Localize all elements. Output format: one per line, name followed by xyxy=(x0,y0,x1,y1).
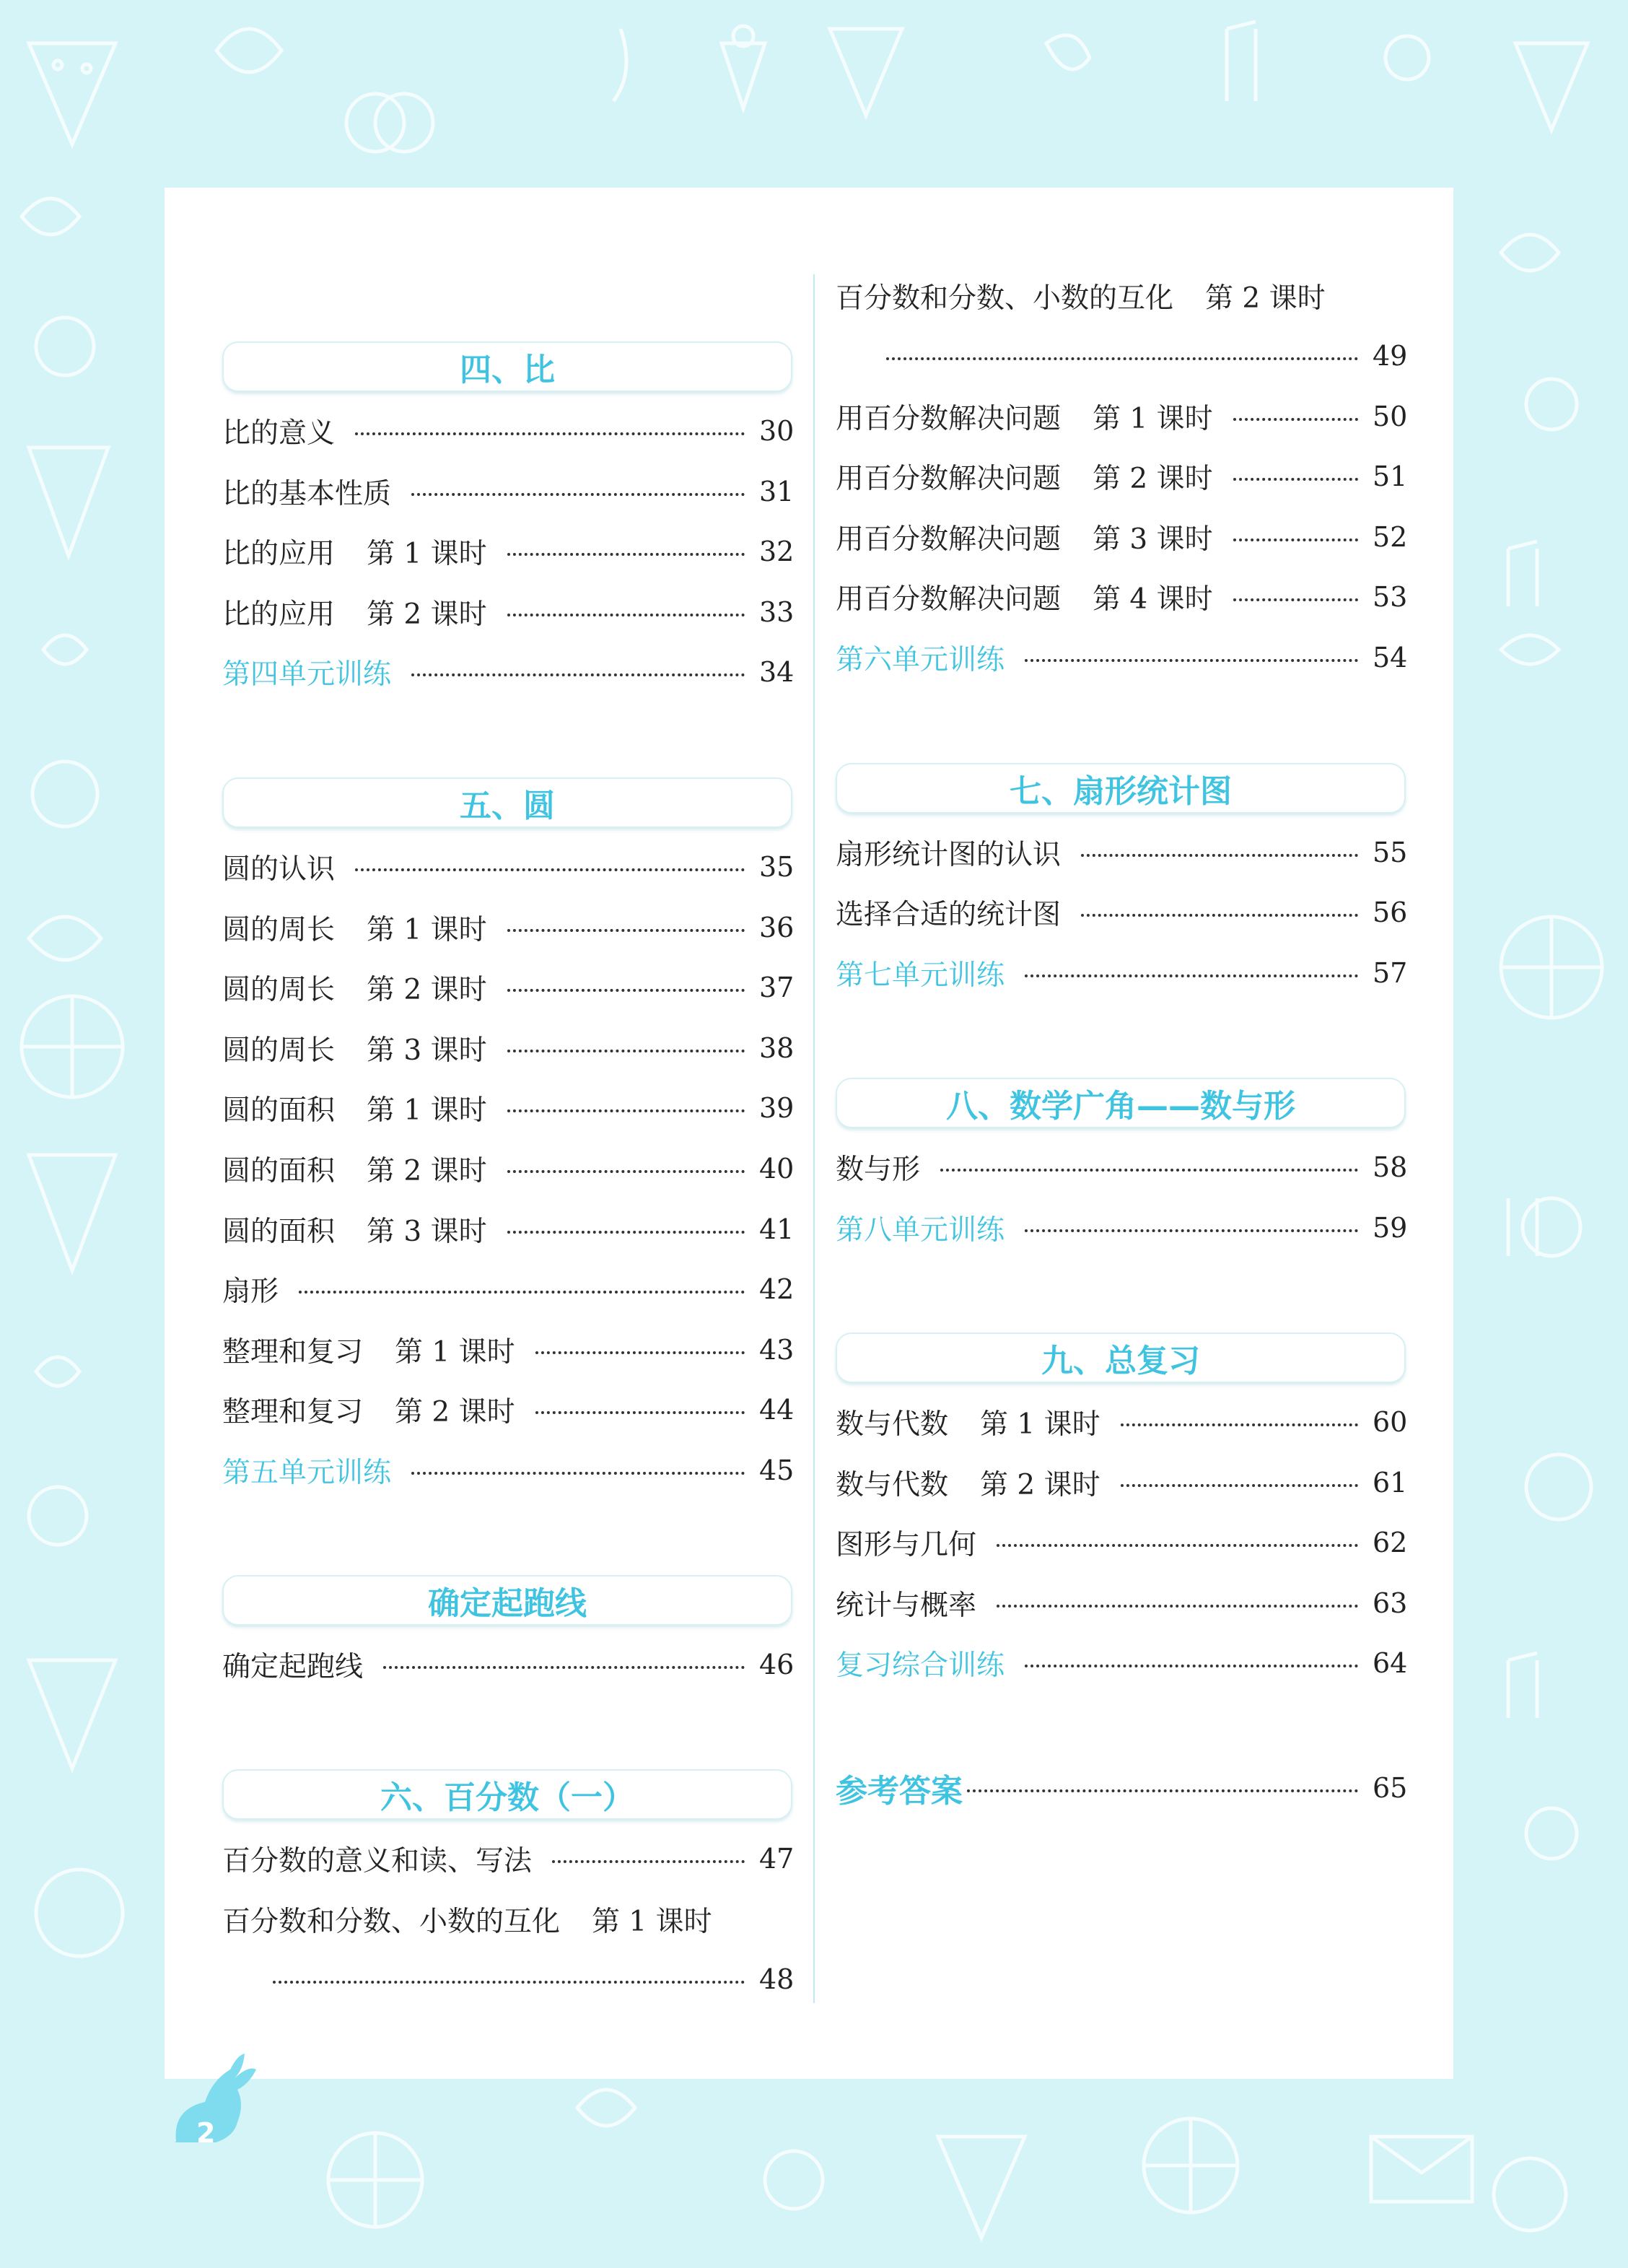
dot-leader xyxy=(1081,854,1358,857)
toc-entry[interactable]: 比的应用 第 1 课时 32 xyxy=(222,530,792,573)
toc-entry[interactable]: 整理和复习 第 2 课时 44 xyxy=(222,1388,792,1431)
dot-leader xyxy=(940,1169,1358,1172)
toc-entry[interactable]: 比的意义 30 xyxy=(222,415,795,450)
toc-entry[interactable]: 圆的周长 第 2 课时 37 xyxy=(222,966,792,1009)
page-number: 56 xyxy=(1373,897,1408,928)
page-number: 61 xyxy=(1373,1467,1408,1499)
lesson-label: 第 1 课时 xyxy=(367,914,487,946)
toc-entry[interactable]: 用百分数解决问题 第 2 课时 51 xyxy=(836,455,1406,498)
page-number: 36 xyxy=(759,912,795,943)
toc-entry[interactable]: 整理和复习 第 1 课时 43 xyxy=(222,1328,792,1371)
page-number: 51 xyxy=(1373,461,1408,492)
page-number: 42 xyxy=(759,1273,795,1305)
dot-leader xyxy=(1025,659,1358,662)
section-heading-unit8: 八、数学广角——数与形 xyxy=(836,1078,1406,1128)
page-number: 52 xyxy=(1373,521,1408,553)
lesson-label: 第 2 课时 xyxy=(367,974,487,1006)
page-number: 63 xyxy=(1373,1587,1408,1619)
page-number: 55 xyxy=(1373,837,1408,868)
lesson-label: 第 2 课时 xyxy=(980,1469,1100,1501)
lesson-label: 第 2 课时 xyxy=(367,598,487,631)
lesson-label: 第 1 课时 xyxy=(395,1336,515,1369)
dot-leader xyxy=(1025,1665,1358,1667)
toc-panel xyxy=(165,188,1453,2079)
toc-entry[interactable]: 统计与概率 63 xyxy=(836,1587,1408,1622)
toc-entry[interactable]: 百分数和分数、小数的互化 第 1 课时 xyxy=(222,1898,792,1941)
page-number: 45 xyxy=(759,1454,795,1486)
toc-entry-unit-training[interactable]: 第四单元训练 34 xyxy=(222,656,795,691)
page-number: 57 xyxy=(1373,957,1408,989)
lesson-label: 第 2 课时 xyxy=(1093,463,1213,495)
column-divider xyxy=(813,274,815,2003)
section-heading-unit5: 五、圆 xyxy=(222,777,792,828)
page-number: 47 xyxy=(759,1843,795,1875)
page-number: 43 xyxy=(759,1334,795,1366)
page-number: 50 xyxy=(1373,401,1408,432)
dot-leader xyxy=(273,1981,745,1984)
page-number: 46 xyxy=(759,1649,795,1680)
page-number: 62 xyxy=(1373,1527,1408,1558)
toc-right-column xyxy=(836,188,1406,2079)
toc-entry[interactable]: 圆的周长 第 3 课时 38 xyxy=(222,1026,792,1070)
toc-entry[interactable]: 圆的周长 第 1 课时 36 xyxy=(222,906,792,949)
toc-entry-unit-training[interactable]: 第八单元训练 59 xyxy=(836,1212,1408,1247)
toc-entry[interactable]: 选择合适的统计图 56 xyxy=(836,897,1408,931)
dot-leader xyxy=(507,1109,745,1112)
dot-leader xyxy=(997,1605,1358,1608)
page-number: 41 xyxy=(759,1213,795,1245)
toc-entry[interactable]: 数与代数 第 2 课时 61 xyxy=(836,1461,1406,1504)
dot-leader xyxy=(1233,478,1358,481)
toc-entry[interactable]: 比的基本性质 31 xyxy=(222,476,795,510)
dot-leader xyxy=(552,1860,745,1863)
toc-entry-answers[interactable]: 参考答案 65 xyxy=(836,1772,1408,1810)
page-number: 64 xyxy=(1373,1647,1408,1679)
page-number: 40 xyxy=(759,1153,795,1185)
page-number: 38 xyxy=(759,1032,795,1064)
page-number: 59 xyxy=(1373,1212,1408,1244)
toc-entry[interactable]: 百分数和分数、小数的互化 第 2 课时 xyxy=(836,274,1406,318)
dot-leader xyxy=(507,989,745,992)
section-heading-unit4: 四、比 xyxy=(222,341,792,392)
toc-entry[interactable]: 数与代数 第 1 课时 60 xyxy=(836,1400,1406,1444)
dot-leader xyxy=(355,432,745,435)
dot-leader xyxy=(967,1789,1358,1792)
dot-leader xyxy=(507,1170,745,1173)
toc-entry[interactable]: 圆的面积 第 1 课时 39 xyxy=(222,1086,792,1130)
lesson-label: 第 2 课时 xyxy=(367,1155,487,1187)
lesson-label: 第 1 课时 xyxy=(592,1906,712,1938)
dot-leader xyxy=(1025,974,1358,977)
lesson-label: 第 3 课时 xyxy=(1093,523,1213,556)
dot-leader xyxy=(507,553,745,556)
lesson-label: 第 3 课时 xyxy=(367,1034,487,1067)
page-number: 34 xyxy=(759,656,795,688)
page-number: 60 xyxy=(1373,1406,1408,1438)
lesson-label: 第 4 课时 xyxy=(1093,583,1213,616)
toc-entry[interactable]: 用百分数解决问题 第 1 课时 50 xyxy=(836,395,1406,438)
dot-leader xyxy=(535,1351,745,1354)
lesson-label: 第 1 课时 xyxy=(367,1094,487,1127)
lesson-label: 第 2 课时 xyxy=(1205,282,1326,315)
dot-leader xyxy=(383,1666,745,1669)
page-number: 37 xyxy=(759,972,795,1003)
page-number: 53 xyxy=(1373,581,1408,613)
lesson-label: 第 2 课时 xyxy=(395,1396,515,1429)
dot-leader xyxy=(1233,418,1358,421)
toc-entry-unit-training[interactable]: 复习综合训练 64 xyxy=(836,1647,1408,1682)
toc-entry[interactable]: 圆的面积 第 3 课时 41 xyxy=(222,1208,792,1251)
rabbit-icon xyxy=(175,2054,256,2142)
toc-entry[interactable]: 百分数的意义和读、写法 47 xyxy=(222,1843,795,1877)
page-number: 49 xyxy=(1373,340,1408,372)
section-heading-unit6: 六、百分数（一） xyxy=(222,1769,792,1820)
toc-entry[interactable]: 图形与几何 62 xyxy=(836,1527,1408,1561)
lesson-label: 第 3 课时 xyxy=(367,1216,487,1248)
section-heading-unit9: 九、总复习 xyxy=(836,1333,1406,1383)
toc-entry[interactable]: 扇形统计图的认识 55 xyxy=(836,837,1408,871)
dot-leader xyxy=(299,1291,745,1294)
toc-entry-unit-training[interactable]: 第五单元训练 45 xyxy=(222,1454,795,1489)
page-number: 39 xyxy=(759,1092,795,1124)
toc-entry-continued[interactable] xyxy=(222,1958,795,2001)
lesson-label: 第 1 课时 xyxy=(367,538,487,570)
dot-leader xyxy=(411,493,745,496)
page-number: 44 xyxy=(759,1394,795,1426)
dot-leader xyxy=(411,673,745,676)
page-number: 65 xyxy=(1373,1772,1408,1804)
toc-left-column xyxy=(222,188,795,2079)
page-number: 35 xyxy=(759,851,795,883)
page-number: 32 xyxy=(759,536,795,567)
toc-entry[interactable]: 确定起跑线 46 xyxy=(222,1649,795,1683)
page-number-label: 2 xyxy=(196,2117,216,2149)
dot-leader xyxy=(535,1411,745,1414)
section-heading-startline: 确定起跑线 xyxy=(222,1575,792,1626)
page-number: 30 xyxy=(759,415,795,447)
dot-leader xyxy=(997,1544,1358,1547)
rabbit-page-badge xyxy=(162,2051,270,2160)
dot-leader xyxy=(507,1050,745,1052)
lesson-label: 第 1 课时 xyxy=(1093,403,1213,435)
dot-leader xyxy=(507,929,745,932)
page-number: 31 xyxy=(759,476,795,507)
dot-leader xyxy=(507,1231,745,1234)
dot-leader xyxy=(1233,538,1358,541)
toc-entry[interactable]: 扇形 42 xyxy=(222,1273,795,1308)
dot-leader xyxy=(507,614,745,616)
toc-entry[interactable]: 用百分数解决问题 第 4 课时 53 xyxy=(836,575,1406,619)
dot-leader xyxy=(886,357,1358,360)
toc-entry[interactable]: 用百分数解决问题 第 3 课时 52 xyxy=(836,515,1406,559)
toc-entry[interactable]: 比的应用 第 2 课时 33 xyxy=(222,590,792,634)
page-number: 58 xyxy=(1373,1151,1408,1183)
page-number: 33 xyxy=(759,596,795,628)
page-number: 54 xyxy=(1373,642,1408,673)
toc-entry[interactable]: 圆的认识 35 xyxy=(222,851,795,886)
lesson-label: 第 1 课时 xyxy=(980,1408,1100,1441)
toc-entry-unit-training[interactable]: 第七单元训练 57 xyxy=(836,957,1408,992)
dot-leader xyxy=(411,1472,745,1475)
dot-leader xyxy=(1081,914,1358,917)
toc-entry-continued[interactable] xyxy=(836,334,1406,378)
dot-leader xyxy=(1121,1423,1358,1426)
page-number: 48 xyxy=(759,1963,795,1995)
dot-leader xyxy=(1121,1484,1358,1487)
toc-entry[interactable]: 数与形 58 xyxy=(836,1151,1408,1186)
dot-leader xyxy=(1233,598,1358,601)
toc-entry[interactable]: 圆的面积 第 2 课时 40 xyxy=(222,1147,792,1190)
dot-leader xyxy=(355,868,745,871)
dot-leader xyxy=(1025,1229,1358,1232)
section-heading-unit7: 七、扇形统计图 xyxy=(836,763,1406,814)
toc-entry-unit-training[interactable]: 第六单元训练 54 xyxy=(836,642,1408,676)
